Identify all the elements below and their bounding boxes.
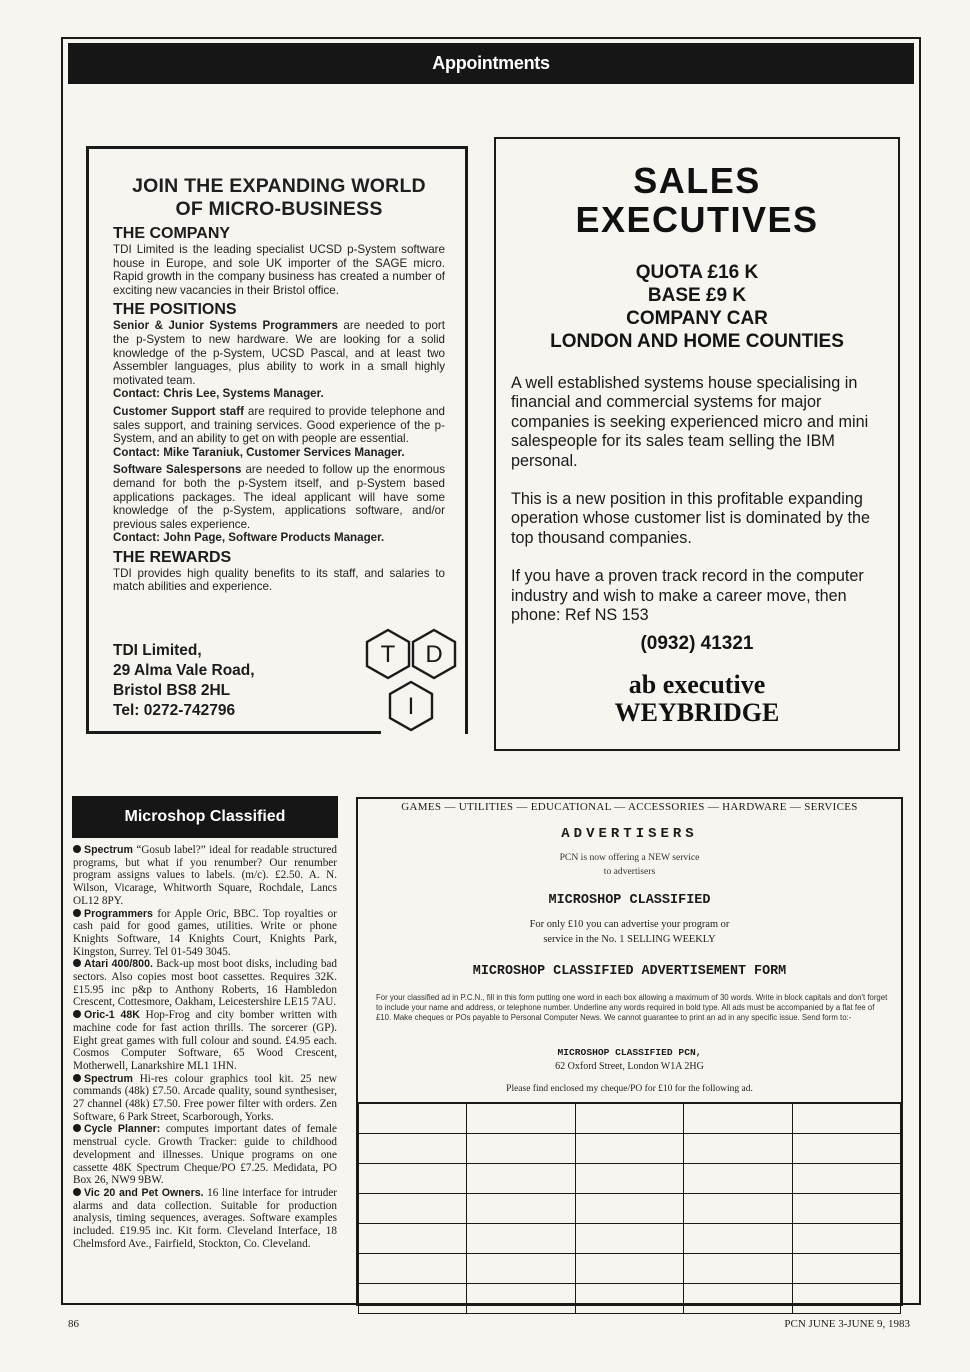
word-box[interactable]: [792, 1223, 900, 1253]
word-box[interactable]: [684, 1283, 792, 1313]
sales-title: [496, 161, 898, 239]
tdi-advertisement: [86, 146, 468, 734]
position-programmers-title: Senior & Junior Systems Programmers: [113, 319, 338, 333]
word-box[interactable]: [359, 1223, 467, 1253]
position-programmers-contact: Contact: Chris Lee, Systems Manager.: [113, 387, 324, 401]
word-box[interactable]: [792, 1193, 900, 1223]
sales-company-line1: ab executive: [628, 670, 766, 699]
sales-body: [511, 374, 889, 644]
position-support-contact: Contact: Mike Taraniuk, Customer Services Manager.: [113, 445, 405, 459]
form-price-text: For only £10 you can advertise your program or service in the No. 1 SELLING WEEKLY: [529, 919, 730, 945]
logo-letter-t: T: [380, 641, 396, 668]
word-box[interactable]: [792, 1283, 900, 1313]
form-title: MICROSHOP CLASSIFIED ADVERTISEMENT FORM: [472, 964, 787, 979]
sales-title-line1: SALES: [633, 160, 761, 201]
sales-title-line2: EXECUTIVES: [575, 199, 819, 240]
form-enclosed-text: Please find enclosed my cheque/PO for £10 for the following ad.: [506, 1084, 753, 1094]
word-box[interactable]: [575, 1163, 683, 1193]
form-offer: PCN is now offering a NEW service to advertisers: [559, 852, 700, 877]
position-support-text: are required to provide telephone and sales support, and training services. Good experience of the p-System, and an ability to get on with people are essential.: [113, 404, 445, 446]
sales-company: [496, 671, 898, 727]
tdi-address-line1: TDI Limited,: [113, 642, 202, 659]
word-box[interactable]: [359, 1133, 467, 1163]
word-box[interactable]: [792, 1253, 900, 1283]
rewards-text: TDI provides high quality benefits to its staff, and salaries to match abilities and experience.: [113, 566, 445, 594]
grid-row: [359, 1253, 901, 1283]
position-sales: [113, 463, 445, 531]
classified-header: Microshop Classified: [72, 796, 338, 838]
word-box[interactable]: [792, 1163, 900, 1193]
company-text: TDI Limited is the leading specialist UCSD p-System software house in Europe, and sole UK importer of the SAGE micro. Rapid growth in the company business has created a number of exciting new vacancies in their Bristol office.: [113, 243, 445, 297]
tdi-body: [113, 175, 445, 594]
word-box[interactable]: [684, 1103, 792, 1133]
word-box[interactable]: [575, 1253, 683, 1283]
word-box[interactable]: [575, 1223, 683, 1253]
word-box[interactable]: [684, 1133, 792, 1163]
list-item: Atari 400/800. Back-up most boot disks, including bad sectors. Also copies most boot cassettes. Requires 32K. £15.95 inc p&p to Anthony Roberts, 16 Hambledon Crescent, Cottesmore, Oakham, Leicestershire LE15 7AU.: [73, 958, 337, 1009]
form-send-to: MICROSHOP CLASSIFIED PCN,: [557, 1047, 702, 1058]
list-item: Spectrum “Gosub label?” ideal for readable structured programs, but what if you renumber? Our renumber program assigns values to labels. (m/c). £2.50. A. N. Wilson, Vicarage, Whitworth Square, Rochdale, Lancs OL12 8PY.: [73, 844, 337, 907]
classified-list: [73, 844, 337, 1251]
sales-quota: QUOTA £16 K: [635, 262, 759, 283]
sales-para1: A well established systems house specialising in financial and commercial systems for major companies is seeking experienced micro and mini salespeople for its sales team selling the IBM personal.: [511, 374, 869, 470]
word-box[interactable]: [684, 1253, 792, 1283]
word-box[interactable]: [467, 1223, 575, 1253]
sales-executives-advertisement: [494, 137, 900, 751]
form-address: 62 Oxford Street, London W1A 2HG: [555, 1061, 704, 1072]
sales-car: COMPANY CAR: [626, 308, 768, 329]
position-sales-contact: Contact: John Page, Software Products Manager.: [113, 531, 385, 545]
grid-row: [359, 1193, 901, 1223]
sales-para3: If you have a proven track record in the computer industry and wish to make a career move, then phone: Ref NS 153: [511, 567, 864, 625]
word-box[interactable]: [467, 1193, 575, 1223]
list-item: Cycle Planner: computes important dates of female menstrual cycle. Growth Tracker: guide to childhood development and illnesses. Unique programs on one cassette 48K Spectrum Cheque/PO £7.25. Medidata, PO Box 26, NW9 9BW.: [73, 1123, 337, 1187]
grid-row: [359, 1163, 901, 1193]
position-programmers-text: are needed to port the p-System to new hardware. We are looking for a solid knowledge of the p-System, UCSD Pascal, and at least two Assembler languages, plus ability to work in a small highly motivated team.: [113, 319, 445, 387]
appointments-header: Appointments: [68, 43, 914, 84]
word-box[interactable]: [467, 1283, 575, 1313]
word-box[interactable]: [359, 1253, 467, 1283]
list-item: Vic 20 and Pet Owners. 16 line interface for intruder alarms and data collection. Suitable for production analysis, timing sequences, averages. Software examples included. £19.95 inc. Kit form. Cleveland Interface, 18 Chelmsford Ave., Fairfield, Stockton, Co. Cleveland.: [73, 1186, 338, 1250]
sales-base: BASE £9 K: [647, 285, 747, 306]
sales-package: [496, 261, 898, 353]
form-microshop-heading: MICROSHOP CLASSIFIED: [548, 893, 711, 908]
tdi-address-line3: Bristol BS8 2HL: [113, 682, 231, 699]
word-box[interactable]: [792, 1133, 900, 1163]
position-support: [113, 405, 445, 446]
bullet-icon: [73, 1188, 81, 1196]
tdi-headline-line1: JOIN THE EXPANDING WORLD: [132, 175, 426, 197]
word-box[interactable]: [684, 1223, 792, 1253]
form-instructions: For your classified ad in P.C.N., fill in this form putting one word in each box allowing a maximum of 30 words. Write in block capitals and don't forget to include your name and address, or telephone number. Underline any words required in bold type. All ads must be accompanied by a flat fee of £10. Make cheques or POs payable to Personal Computer News. We cannot guarantee to print an ad in any specific issue. Send form to:-: [376, 993, 888, 1023]
sales-para2: This is a new position in this profitable expanding operation whose customer list is dominated by the top thousand companies.: [511, 490, 871, 547]
grid-row: [359, 1223, 901, 1253]
positions-heading: THE POSITIONS: [113, 301, 237, 319]
word-box[interactable]: [575, 1133, 683, 1163]
list-item: Oric-1 48K Hop-Frog and city bomber written with machine code for fast action thrills. The sorcerer (GP). Eight great games with full colour and sound. £4.95 each. Cosmos Computer Software, 65 Wood Crescent, Motherwell, Lanarkshire ML1 1HN.: [73, 1009, 338, 1072]
word-box[interactable]: [467, 1133, 575, 1163]
grid-row: [359, 1103, 901, 1133]
tdi-headline: [113, 175, 445, 221]
logo-letter-d: D: [425, 641, 443, 668]
word-box[interactable]: [684, 1193, 792, 1223]
tdi-headline-line2: OF MICRO-BUSINESS: [175, 198, 383, 220]
word-box[interactable]: [359, 1193, 467, 1223]
microshop-classified-section: [72, 796, 340, 1301]
bullet-icon: [73, 1074, 81, 1082]
company-heading: THE COMPANY: [113, 225, 231, 242]
word-box[interactable]: [359, 1163, 467, 1193]
word-box[interactable]: [359, 1283, 467, 1313]
bullet-icon: [73, 845, 81, 853]
tdi-address-line2: 29 Alma Vale Road,: [113, 662, 255, 679]
position-support-title: Customer Support staff: [113, 404, 244, 418]
word-box[interactable]: [467, 1103, 575, 1133]
list-item: Programmers for Apple Oric, BBC. Top royalties or cash paid for good games, utilities. Write or phone Knights Software, 14 Knights Court, Knights Park, Kingston, Surrey. Tel 01-549 3045.: [73, 907, 337, 958]
list-item: Spectrum Hi-res colour graphics tool kit. 25 new commands (48k) £7.50. Arcade quality, sound synthesiser, 27 channel (48k) £7.50. Free power filter with orders. Zen Software, 6 Park Street, Scarborough, Yorks.: [73, 1072, 337, 1123]
position-sales-text: are needed to follow up the enormous demand for both the p-System itself, and p-System based applications packages. The ideal applicant will have some knowledge of the p-System, applications software, and/or previous sales experience.: [113, 463, 445, 531]
word-box[interactable]: [575, 1103, 683, 1133]
word-box[interactable]: [575, 1193, 683, 1223]
position-sales-title: Software Salespersons: [113, 463, 242, 477]
rewards-heading: THE REWARDS: [113, 548, 232, 566]
word-box[interactable]: [359, 1103, 467, 1133]
sales-region: LONDON AND HOME COUNTIES: [550, 331, 844, 352]
position-programmers: [113, 319, 445, 387]
tdi-address: [113, 641, 255, 721]
form-categories: GAMES — UTILITIES — EDUCATIONAL — ACCESSORIES — HARDWARE — SERVICES: [401, 801, 858, 813]
sales-company-line2: WEYBRIDGE: [614, 698, 780, 727]
grid-row: [359, 1283, 901, 1313]
tdi-bottom-rule: [86, 731, 381, 734]
classified-advertisement-form: [356, 797, 903, 1306]
word-box[interactable]: [575, 1283, 683, 1313]
grid-row: [359, 1133, 901, 1163]
form-advertisers-heading: ADVERTISERS: [561, 826, 698, 842]
word-box[interactable]: [467, 1253, 575, 1283]
logo-letter-i: I: [407, 693, 415, 720]
word-box[interactable]: [792, 1103, 900, 1133]
tdi-telephone: Tel: 0272-742796: [113, 702, 236, 719]
bullet-icon: [73, 1010, 81, 1018]
bullet-icon: [73, 959, 81, 967]
bullet-icon: [73, 909, 81, 917]
issue-date: PCN JUNE 3-JUNE 9, 1983: [784, 1318, 910, 1330]
word-box[interactable]: [684, 1163, 792, 1193]
tdi-hexagon-logo: [363, 627, 463, 739]
word-box[interactable]: [467, 1163, 575, 1193]
bullet-icon: [73, 1124, 81, 1132]
word-grid: [358, 1102, 901, 1314]
sales-phone: (0932) 41321: [640, 633, 754, 654]
page-number: 86: [68, 1318, 79, 1330]
